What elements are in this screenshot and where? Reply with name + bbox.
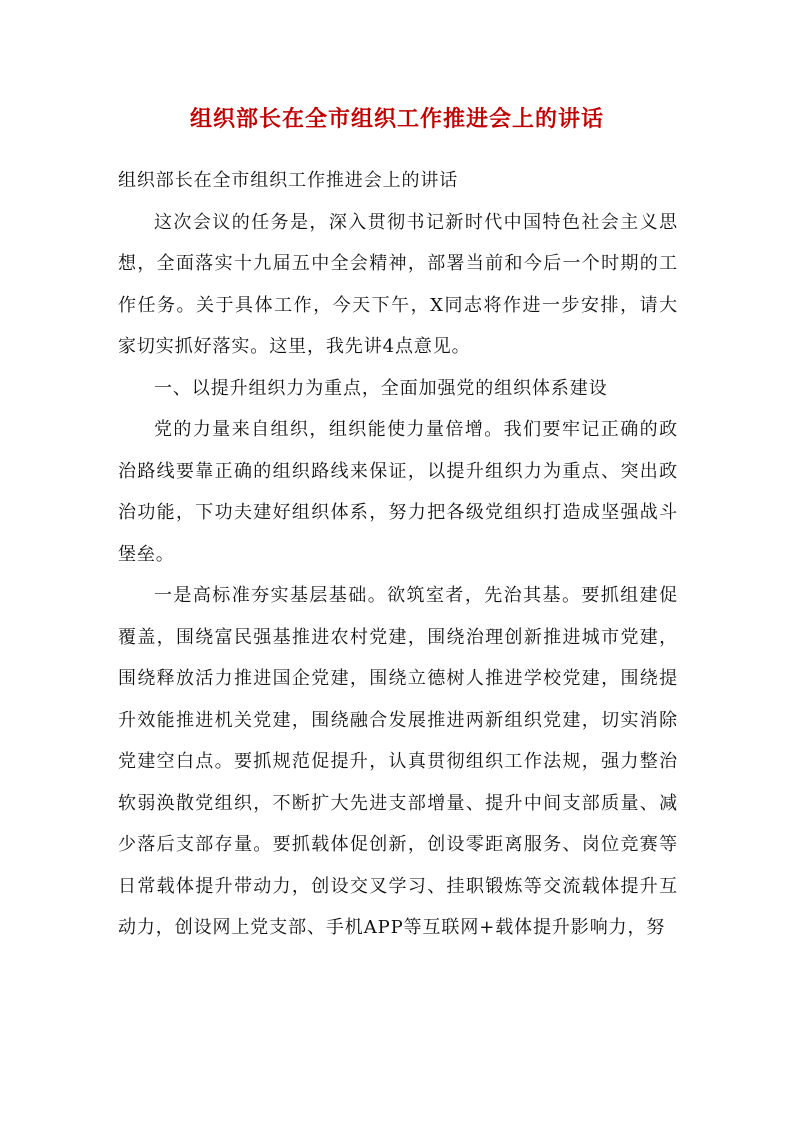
body-paragraph: 党的力量来自组织，组织能使力量倍增。我们要牢记正确的政治路线要靠正确的组织路线来保证，以提升组织力为重点、突出政治功能，下功夫建好组织体系，努力把各级党组织打造成坚强战斗堡垒。	[118, 419, 678, 565]
body-paragraph: 这次会议的任务是，深入贯彻书记新时代中国特色社会主义思想，全面落实十九届五中全会精神，部署当前和今后一个时期的工作任务。关于具体工作，今天下午，X同志将作进一步安排，请大家切实抓好落实。这里，我先讲4点意见。	[118, 211, 678, 357]
subtitle-paragraph: 组织部长在全市组织工作推进会上的讲话	[118, 170, 459, 191]
body-paragraph: 一是高标准夯实基层基础。欲筑室者，先治其基。要抓组建促覆盖，围绕富民强基推进农村党建，围绕治理创新推进城市党建，围绕释放活力推进国企党建，围绕立德树人推进学校党建，围绕提升效能推进机关党建，围绕融合发展推进两新组织党建，切实消除党建空白点。要抓规范促提升，认真贯彻组织工作法规，强力整治软弱涣散党组织，不断扩大先进支部增量、提升中间支部质量、减少落后支部存量。要抓载体促创新，创设零距离服务、岗位竞赛等日常载体提升带动力，创设交叉学习、挂职锻炼等交流载体提升互动力，创设网上党支部、手机APP等互联网+载体提升影响力，努	[118, 585, 678, 938]
section-heading: 一、以提升组织力为重点，全面加强党的组织体系建设	[154, 377, 608, 399]
document-body	[118, 160, 678, 949]
document-title: 组织部长在全市组织工作推进会上的讲话	[189, 106, 604, 132]
